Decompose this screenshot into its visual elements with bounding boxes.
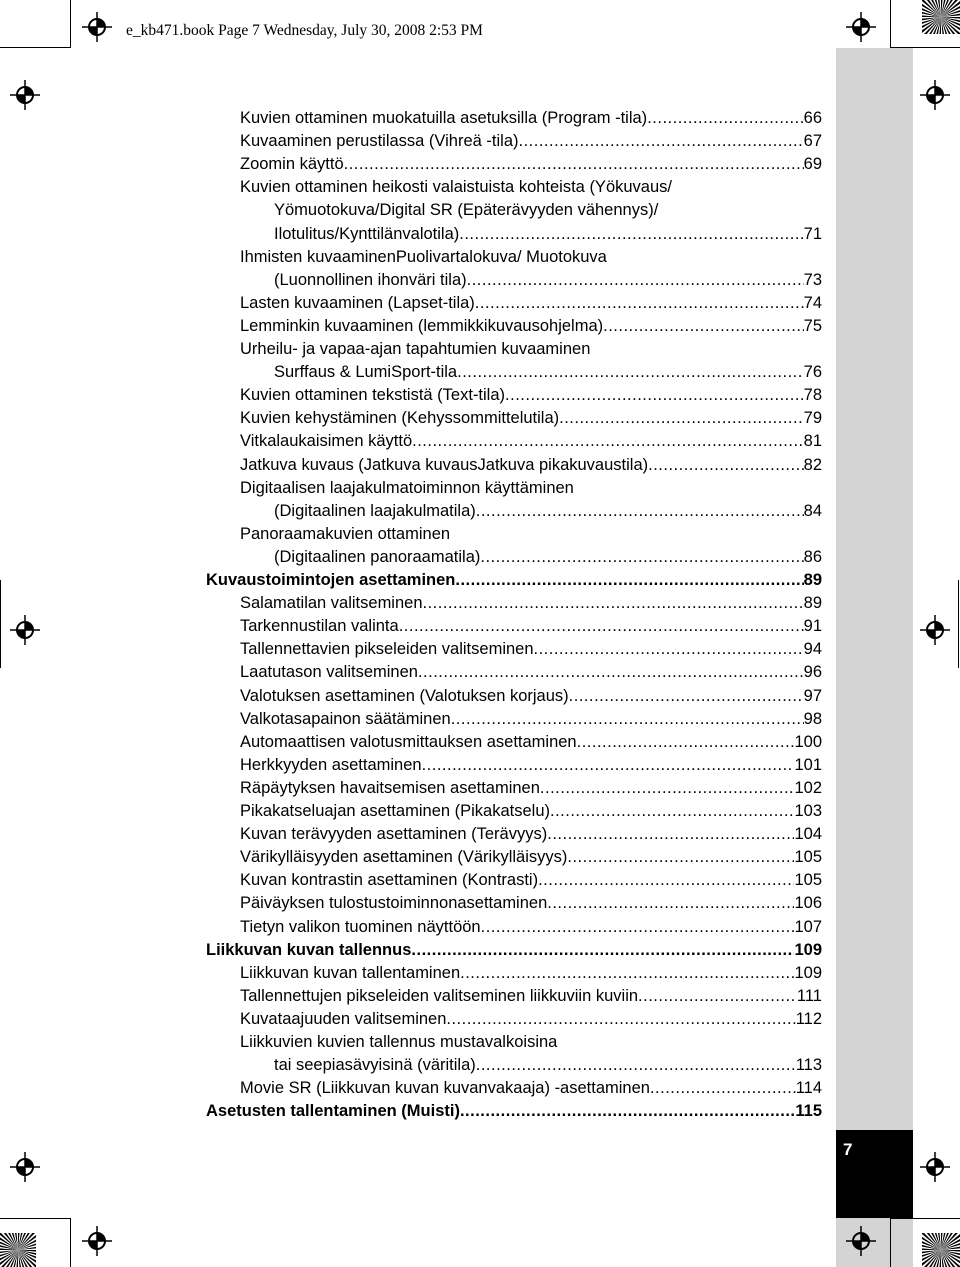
toc-page-number: 86 <box>803 547 822 566</box>
toc-dot-leader <box>459 225 803 244</box>
toc-dot-leader <box>411 941 794 960</box>
toc-page-number: 75 <box>803 316 822 335</box>
toc-page-number: 89 <box>803 571 822 589</box>
toc-dot-leader <box>648 456 804 475</box>
toc-entry-title: Tallennettavien pikseleiden valitseminen <box>240 640 534 659</box>
toc-entry[interactable] <box>240 317 822 339</box>
toc-page-number: 105 <box>794 848 822 867</box>
toc-entry-title: Kuvien ottaminen heikosti valaistuista kohteista (Yökuvaus/ <box>240 178 672 197</box>
toc-entry[interactable] <box>240 733 822 755</box>
toc-entry[interactable] <box>274 548 822 570</box>
toc-entry-title: Movie SR (Liikkuvan kuvan kuvanvakaaja) -asettaminen <box>240 1079 650 1098</box>
toc-dot-leader <box>519 132 804 151</box>
toc-page-number: 73 <box>803 270 822 289</box>
toc-page-number: 96 <box>803 663 822 682</box>
toc-entry-title: Räpäytyksen havaitsemisen asettaminen <box>240 778 540 797</box>
toc-entry-title: Valotuksen asettaminen (Valotuksen korjaus) <box>240 686 569 705</box>
toc-page-number: 113 <box>795 1056 822 1075</box>
toc-page-number: 107 <box>794 917 822 936</box>
toc-entry-title: Kuvien kehystäminen (Kehyssommittelutila) <box>240 409 560 428</box>
toc-entry[interactable] <box>240 987 822 1009</box>
toc-entry-title: Ilotulitus/Kynttilänvalotila) <box>274 224 460 243</box>
toc-entry[interactable] <box>240 894 822 916</box>
toc-entry[interactable] <box>240 640 822 662</box>
toc-dot-leader <box>457 363 804 382</box>
toc-dot-leader <box>451 710 804 729</box>
toc-entry[interactable] <box>240 918 822 940</box>
toc-entry-title: Panoraamakuvien ottaminen <box>240 524 451 543</box>
toc-entry[interactable] <box>240 178 672 200</box>
toc-entry-title: Kuvien ottaminen muokatuilla asetuksilla (Program -tila) <box>240 109 648 127</box>
toc-entry-title: Liikkuvan kuvan tallennus <box>206 940 412 959</box>
toc-entry-title: Päiväyksen tulostustoiminnonasettaminen <box>240 894 548 913</box>
toc-dot-leader <box>547 894 794 913</box>
toc-dot-leader <box>467 271 804 290</box>
toc-page-number: 109 <box>794 963 822 982</box>
toc-entry[interactable] <box>240 871 822 893</box>
toc-page-number: 66 <box>803 109 822 127</box>
toc-entry[interactable] <box>240 964 822 986</box>
toc-page-number: 69 <box>803 155 822 174</box>
toc-page-number: 101 <box>794 755 822 774</box>
toc-entry[interactable] <box>240 132 822 154</box>
toc-dot-leader <box>422 756 795 775</box>
toc-entry[interactable] <box>240 663 822 685</box>
toc-entry-title: Pikakatseluajan asettaminen (Pikakatselu) <box>240 802 550 820</box>
toc-entry-title: Kuvaaminen perustilassa (Vihreä -tila) <box>240 132 519 151</box>
toc-dot-leader <box>481 918 795 937</box>
toc-entry[interactable] <box>274 502 822 524</box>
toc-dot-leader <box>567 848 794 867</box>
toc-page-number: 102 <box>794 778 822 797</box>
toc-entry[interactable] <box>240 710 822 732</box>
toc-dot-leader <box>540 779 795 798</box>
toc-entry[interactable] <box>240 756 822 778</box>
toc-page-number: 109 <box>794 940 822 959</box>
toc-dot-leader <box>550 802 794 821</box>
toc-entry[interactable] <box>240 1079 822 1101</box>
toc-entry-title: Vitkalaukaisimen käyttö <box>240 432 413 451</box>
toc-entry-title: Yömuotokuva/Digital SR (Epäterävyyden vähennys)/ <box>274 201 659 220</box>
toc-entry[interactable] <box>240 340 590 362</box>
toc-entry[interactable] <box>240 617 822 639</box>
toc-entry-title: Ihmisten kuvaaminenPuolivartalokuva/ Muotokuva <box>240 247 607 266</box>
toc-dot-leader <box>446 1010 795 1029</box>
toc-entry-title: (Digitaalinen panoraamatila) <box>274 547 481 566</box>
toc-entry-title: Jatkuva kuvaus (Jatkuva kuvausJatkuva pikakuvaustila) <box>240 455 649 474</box>
toc-dot-leader <box>638 987 797 1006</box>
toc-entry-title: Kuvien ottaminen tekstistä (Text-tila) <box>240 386 506 405</box>
toc-page-number: 111 <box>796 986 822 1005</box>
toc-entry-title: Liikkuvien kuvien tallennus mustavalkoisina <box>240 1033 558 1051</box>
toc-page-number: 114 <box>795 1079 822 1098</box>
toc-dot-leader <box>475 294 804 313</box>
toc-page-number: 115 <box>795 1102 822 1121</box>
toc-entry[interactable] <box>240 479 574 501</box>
toc-entry[interactable] <box>240 825 822 847</box>
toc-dot-leader <box>423 594 804 613</box>
toc-dot-leader <box>460 1102 795 1121</box>
toc-dot-leader <box>603 317 804 336</box>
toc-entry[interactable] <box>274 363 822 385</box>
toc-entry-title: Urheilu- ja vapaa-ajan tapahtumien kuvaaminen <box>240 340 591 358</box>
toc-entry-title: Herkkyyden asettaminen <box>240 755 422 774</box>
toc-entry[interactable] <box>240 848 822 870</box>
toc-dot-leader <box>547 825 794 844</box>
toc-entry[interactable] <box>240 594 822 616</box>
toc-page-number: 104 <box>794 825 822 844</box>
print-header: e_kb471.book Page 7 Wednesday, July 30, 2008 2:53 PM <box>126 22 483 39</box>
toc-page-number: 67 <box>803 132 822 151</box>
toc-dot-leader <box>505 386 804 405</box>
toc-section-heading[interactable] <box>206 571 822 593</box>
toc-entry[interactable] <box>274 271 822 293</box>
toc-dot-leader <box>460 964 794 983</box>
toc-entry[interactable] <box>240 687 822 709</box>
toc-page-number: 89 <box>803 594 822 613</box>
toc-dot-leader <box>480 548 803 567</box>
toc-page-number: 100 <box>794 732 822 751</box>
toc-entry-title: (Luonnollinen ihonväri tila) <box>274 270 467 289</box>
toc-entry[interactable] <box>240 1010 822 1032</box>
toc-entry[interactable] <box>240 409 822 431</box>
toc-section-heading[interactable] <box>206 941 822 963</box>
toc-page-number: 94 <box>803 640 822 659</box>
toc-entry-title: Valkotasapainon säätäminen <box>240 709 451 728</box>
toc-dot-leader <box>577 733 795 752</box>
toc-entry[interactable] <box>240 456 822 478</box>
toc-entry-title: Kuvan terävyyden asettaminen (Terävyys) <box>240 825 548 844</box>
toc-entry[interactable] <box>240 525 450 547</box>
toc-entry-title: Kuvaustoimintojen asettaminen <box>206 571 456 589</box>
toc-entry-title: Surffaus & LumiSport-tila <box>274 363 458 382</box>
toc-dot-leader <box>399 617 804 636</box>
toc-dot-leader <box>534 640 804 659</box>
toc-entry-title: Liikkuvan kuvan tallentaminen <box>240 963 461 982</box>
toc-entry[interactable] <box>274 225 822 247</box>
toc-entry-title: Lasten kuvaaminen (Lapset-tila) <box>240 293 475 312</box>
toc-entry-title: (Digitaalinen laajakulmatila) <box>274 501 476 520</box>
toc-entry-title: Salamatilan valitseminen <box>240 594 423 613</box>
toc-entry[interactable] <box>240 109 822 131</box>
toc-dot-leader <box>412 432 804 451</box>
toc-entry-title: Tietyn valikon tuominen näyttöön <box>240 917 481 936</box>
toc-dot-leader <box>418 663 804 682</box>
toc-dot-leader <box>538 871 794 890</box>
toc-page-number: 97 <box>803 686 822 705</box>
toc-entry[interactable] <box>274 201 658 223</box>
toc-section-heading[interactable] <box>206 1102 822 1124</box>
toc-entry[interactable] <box>240 294 822 316</box>
toc-entry-title: Asetusten tallentaminen (Muisti) <box>206 1102 460 1121</box>
toc-entry-title: Digitaalisen laajakulmatoiminnon käyttäminen <box>240 478 574 497</box>
toc-entry[interactable] <box>240 248 607 270</box>
toc-dot-leader <box>650 1079 796 1098</box>
toc-entry-title: Tallennettujen pikseleiden valitseminen liikkuviin kuviin <box>240 986 639 1005</box>
toc-entry-title: Kuvan kontrastin asettaminen (Kontrasti) <box>240 871 539 890</box>
toc-page-number: 76 <box>803 363 822 382</box>
toc-page-number: 103 <box>794 802 822 820</box>
toc-page-number: 81 <box>803 432 822 451</box>
toc-entry-title: Värikylläisyyden asettaminen (Värikylläisyys) <box>240 848 568 867</box>
toc-dot-leader <box>344 155 804 174</box>
toc-entry-title: Zoomin käyttö <box>240 155 344 174</box>
toc-dot-leader <box>476 1056 796 1075</box>
toc-entry[interactable] <box>240 779 822 801</box>
toc-entry-title: Lemminkin kuvaaminen (lemmikkikuvausohjelma) <box>240 316 604 335</box>
toc-entry-title: Tarkennustilan valinta <box>240 617 399 636</box>
toc-entry-title: Kuvataajuuden valitseminen <box>240 1009 447 1028</box>
toc-page-number: 71 <box>803 224 822 243</box>
toc-dot-leader <box>455 571 803 590</box>
toc-page-number: 105 <box>794 871 822 890</box>
toc-entry[interactable] <box>240 155 822 177</box>
toc-page-number: 98 <box>803 709 822 728</box>
toc-entry-title: tai seepiasävyisinä (väritila) <box>274 1056 476 1075</box>
toc-dot-leader <box>476 502 804 521</box>
toc-page-number: 106 <box>794 894 822 913</box>
toc-entry[interactable] <box>240 386 822 408</box>
page-number: 7 <box>843 1140 853 1159</box>
toc-dot-leader <box>559 409 804 428</box>
toc-dot-leader <box>647 109 803 128</box>
toc-entry-title: Laatutason valitseminen <box>240 663 418 682</box>
toc-page-number: 91 <box>803 617 822 636</box>
toc-dot-leader <box>569 687 804 706</box>
toc-page-number: 112 <box>795 1009 822 1028</box>
toc-page-number: 84 <box>803 501 822 520</box>
toc-entry-title: Automaattisen valotusmittauksen asettaminen <box>240 732 577 751</box>
toc-entry[interactable] <box>274 1056 822 1078</box>
toc-page-number: 74 <box>803 293 822 312</box>
toc-entry[interactable] <box>240 432 822 454</box>
toc-page-number: 82 <box>803 455 822 474</box>
toc-entry[interactable] <box>240 1033 557 1055</box>
toc-page-number: 79 <box>803 409 822 428</box>
toc-entry[interactable] <box>240 802 822 824</box>
toc-page-number: 78 <box>803 386 822 405</box>
